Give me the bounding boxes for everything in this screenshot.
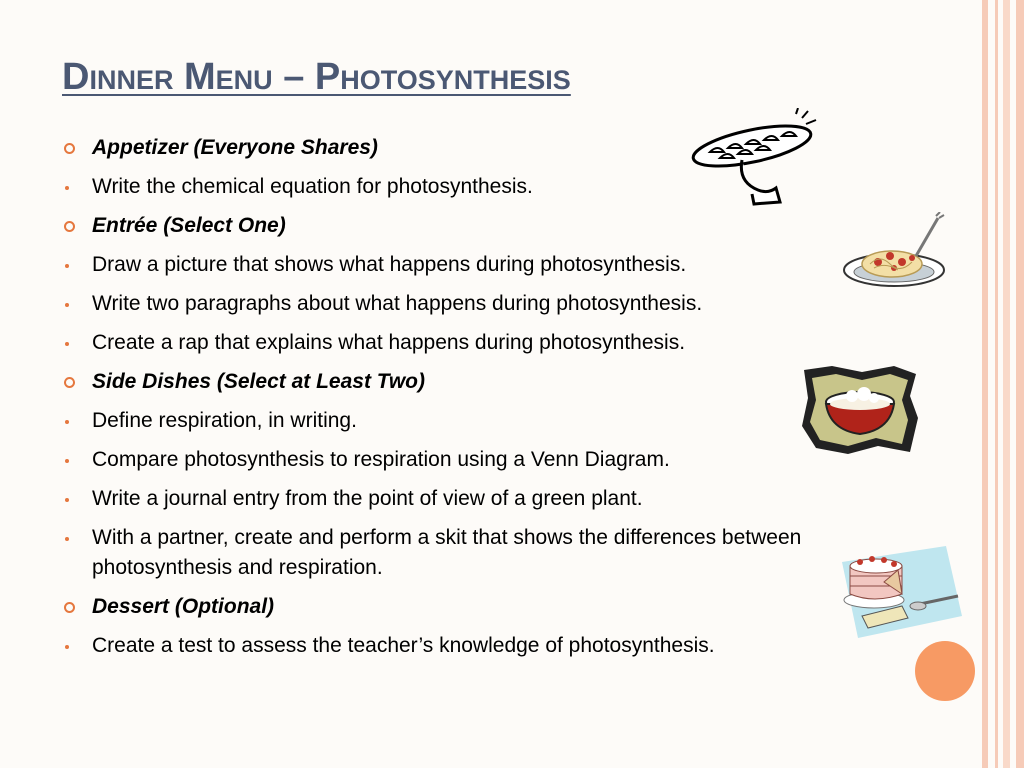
dot-bullet-icon xyxy=(62,250,92,280)
list-item-heading: Dessert (Optional) xyxy=(62,592,862,622)
border-stripe xyxy=(1016,0,1024,768)
dot-bullet-icon xyxy=(62,406,92,436)
decorative-border xyxy=(980,0,1024,768)
list-item-bullet: Draw a picture that shows what happens during photosynthesis. xyxy=(62,250,862,280)
dot-bullet-icon xyxy=(62,523,92,553)
dot-bullet-icon xyxy=(62,172,92,202)
border-stripe xyxy=(1003,0,1010,768)
dot-bullet-icon xyxy=(62,289,92,319)
menu-list xyxy=(62,133,862,670)
ring-bullet-icon xyxy=(62,211,92,241)
cake-slice-icon xyxy=(836,546,966,642)
serving-tray-icon xyxy=(690,108,820,210)
dot-bullet-icon xyxy=(62,484,92,514)
list-item-bullet: Write a journal entry from the point of view of a green plant. xyxy=(62,484,862,514)
ring-bullet-icon xyxy=(62,133,92,163)
list-item-bullet: Create a rap that explains what happens during photosynthesis. xyxy=(62,328,862,358)
dot-bullet-icon xyxy=(62,328,92,358)
list-item-bullet: With a partner, create and perform a skit that shows the differences between photosynthesis and respiration. xyxy=(62,523,862,583)
border-stripe xyxy=(995,0,998,768)
list-item-bullet: Define respiration, in writing. xyxy=(62,406,862,436)
list-item-bullet: Write the chemical equation for photosynthesis. xyxy=(62,172,862,202)
bowl-icon xyxy=(802,366,918,454)
slide-title: Dinner Menu – Photosynthesis xyxy=(62,56,571,98)
list-item-heading: Side Dishes (Select at Least Two) xyxy=(62,367,862,397)
decorative-circle xyxy=(915,641,975,701)
dot-bullet-icon xyxy=(62,445,92,475)
list-item-bullet: Create a test to assess the teacher’s knowledge of photosynthesis. xyxy=(62,631,862,661)
spaghetti-plate-icon xyxy=(842,212,950,292)
ring-bullet-icon xyxy=(62,367,92,397)
list-item-bullet: Compare photosynthesis to respiration using a Venn Diagram. xyxy=(62,445,862,475)
border-stripe xyxy=(982,0,988,768)
list-item-heading: Appetizer (Everyone Shares) xyxy=(62,133,862,163)
list-item-bullet: Write two paragraphs about what happens during photosynthesis. xyxy=(62,289,862,319)
ring-bullet-icon xyxy=(62,592,92,622)
dot-bullet-icon xyxy=(62,631,92,661)
list-item-heading: Entrée (Select One) xyxy=(62,211,862,241)
